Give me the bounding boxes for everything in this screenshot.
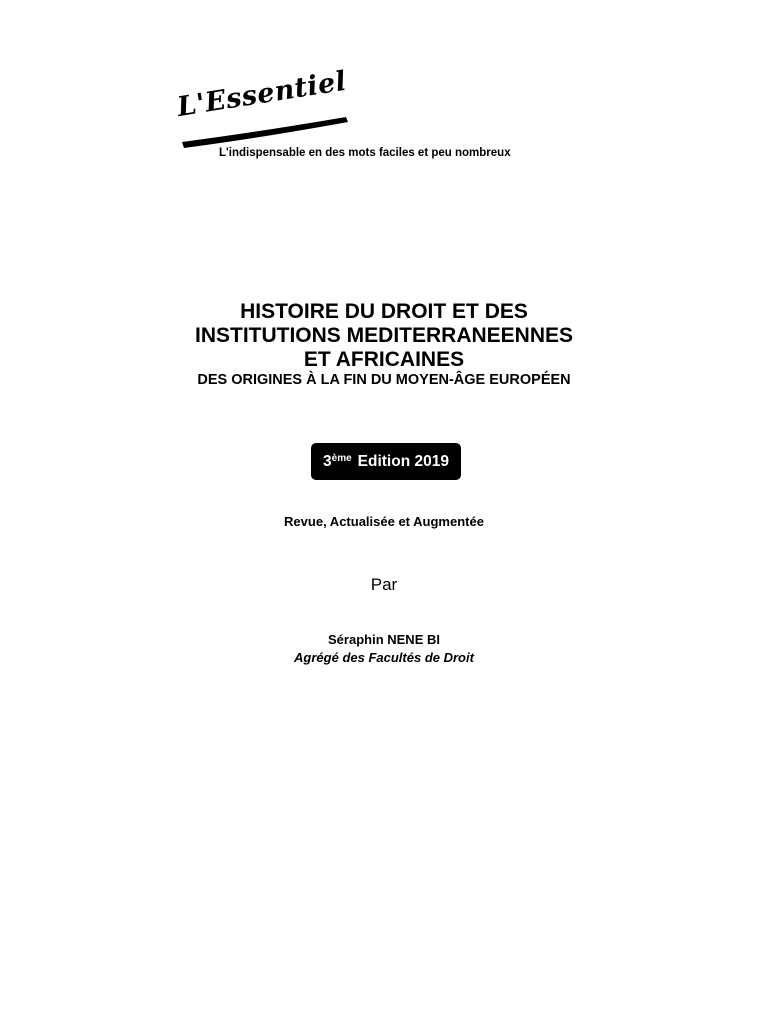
author-title: Agrégé des Facultés de Droit [294, 650, 474, 665]
title-line-3: ET AFRICAINES [303, 348, 465, 371]
title-line-1: HISTOIRE DU DROIT ET DES [240, 300, 528, 323]
edition-badge [311, 443, 461, 480]
edition-label: Edition 2019 [357, 452, 449, 470]
edition-suffix: ème [331, 453, 352, 464]
by-label: Par [370, 575, 398, 594]
edition-number: 3 [323, 452, 332, 470]
book-subtitle: DES ORIGINES À LA FIN DU MOYEN-ÂGE EUROPÉEN [197, 372, 571, 388]
logo-text: L'Essentiel [175, 65, 349, 123]
title-line-2: INSTITUTIONS MEDITERRANEENNES [194, 324, 574, 347]
logo [175, 65, 378, 152]
author-name: Séraphin NENE BI [328, 632, 440, 647]
revision-note: Revue, Actualisée et Augmentée [284, 514, 484, 529]
book-title [0, 300, 768, 372]
logo-tagline: L'indispensable en des mots faciles et peu nombreux [219, 147, 511, 159]
